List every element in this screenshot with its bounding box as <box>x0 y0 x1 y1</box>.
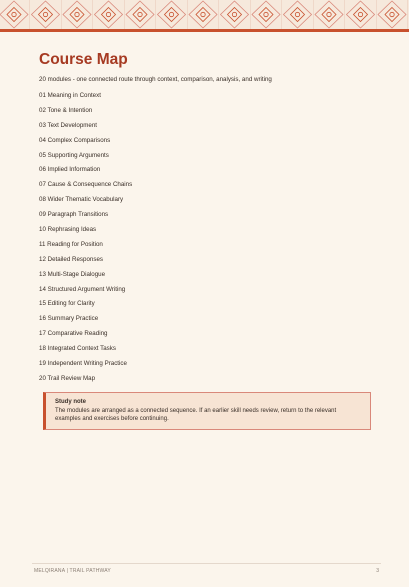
module-item: 18 Integrated Context Tasks <box>39 345 116 353</box>
diamond-motif <box>95 1 123 28</box>
diamond-motif <box>32 1 60 28</box>
module-item: 03 Text Development <box>39 121 98 129</box>
module-item: 20 Trail Review Map <box>39 374 96 382</box>
module-item: 19 Independent Writing Practice <box>39 360 127 368</box>
diamond-motif <box>347 1 375 28</box>
module-item: 04 Complex Comparisons <box>39 136 111 144</box>
module-item: 14 Structured Argument Writing <box>39 285 126 293</box>
module-item: 07 Cause & Consequence Chains <box>39 181 133 189</box>
diamond-pattern <box>0 0 409 29</box>
decorative-banner <box>0 0 409 29</box>
page-number: 3 <box>376 568 379 574</box>
module-item: 15 Editing for Clarity <box>39 300 95 308</box>
banner-rule <box>0 29 409 32</box>
module-item: 08 Wider Thematic Vocabulary <box>39 196 124 204</box>
diamond-motif <box>378 1 406 28</box>
footer-rule <box>32 563 381 564</box>
module-item: 16 Summary Practice <box>39 315 99 323</box>
diamond-motif <box>126 1 154 28</box>
study-note-text: The modules are arranged as a connected sequence. If an earlier skill needs review, return to the relevant examples and exercises before continuing. <box>55 408 337 422</box>
module-item: 06 Implied Information <box>39 166 101 174</box>
module-item: 09 Paragraph Transitions <box>39 211 109 219</box>
diamond-motif <box>158 1 186 28</box>
module-item: 17 Comparative Reading <box>39 330 108 338</box>
module-list <box>39 91 373 389</box>
diamond-motif <box>284 1 312 28</box>
diamond-motif <box>315 1 343 28</box>
page-subtitle: 20 modules - one connected route through context, comparison, analysis, and writing <box>39 76 272 83</box>
study-note-title: Study note <box>55 399 86 405</box>
footer-label: MELQIRANA | TRAIL PATHWAY <box>34 568 111 574</box>
diamond-motif <box>63 1 91 28</box>
main-content <box>39 50 373 389</box>
module-item: 10 Rephrasing Ideas <box>39 226 97 234</box>
diamond-motif <box>221 1 249 28</box>
diamond-motif <box>0 1 28 28</box>
module-item: 05 Supporting Arguments <box>39 151 109 159</box>
module-item: 12 Detailed Responses <box>39 255 103 263</box>
module-item: 01 Meaning in Context <box>39 92 101 99</box>
module-item: 11 Reading for Position <box>39 240 103 248</box>
diamond-motif <box>189 1 217 28</box>
diamond-motif <box>252 1 280 28</box>
page-title: Course Map <box>39 51 128 68</box>
module-item: 13 Multi-Stage Dialogue <box>39 270 106 278</box>
study-note <box>43 392 371 430</box>
module-item: 02 Tone & Intention <box>39 106 93 114</box>
